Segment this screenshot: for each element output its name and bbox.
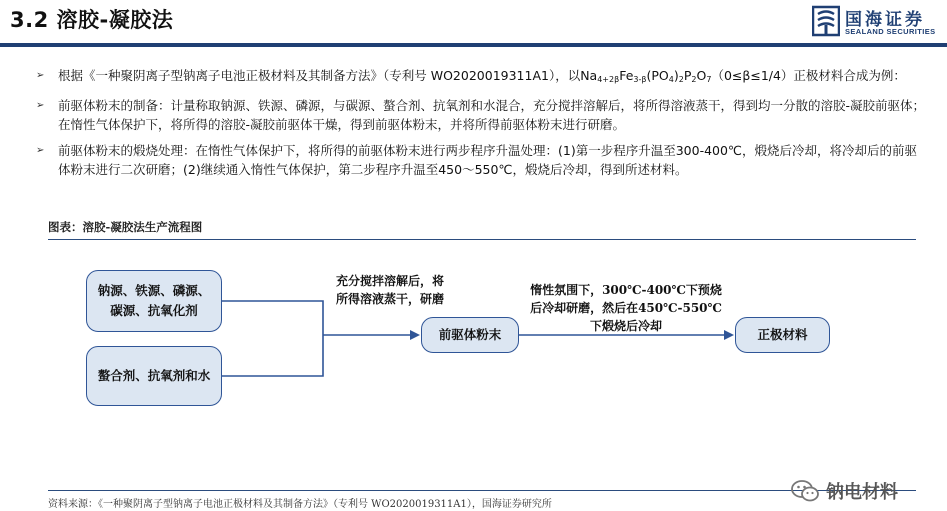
connector-box1 bbox=[222, 301, 323, 335]
raw-materials-line2: 碳源、抗氧化剂 bbox=[110, 303, 198, 318]
formula-text: P bbox=[683, 68, 692, 83]
formula-subscript: 4+2β bbox=[597, 75, 620, 84]
bullet-arrow-icon: ➢ bbox=[36, 100, 45, 111]
formula-text: (PO bbox=[646, 68, 669, 83]
step2-annotation bbox=[520, 281, 732, 335]
header-divider bbox=[0, 43, 947, 47]
logo-english-name: SEALAND SECURITIES bbox=[845, 27, 936, 36]
formula-subscript: 7 bbox=[706, 75, 712, 84]
wechat-watermark bbox=[790, 476, 898, 506]
bullet-text: 前驱体粉末的制备：计量称取钠源、铁源、磷源，与碳源、螯合剂、抗氧剂和水混合，充分搅拌溶解后，将所得溶液蒸干，得到均一分散的溶胶-凝胶前驱体；在惰性气体保护下，将所得的溶胶-凝胶前驱体干燥，得到前驱体粉末，并将所得前驱体粉末进行研磨。 bbox=[58, 98, 926, 132]
bullet-arrow-icon: ➢ bbox=[36, 145, 45, 156]
chelating-agents-label: 螯合剂、抗氧剂和水 bbox=[97, 368, 211, 383]
figure-caption: 图表：溶胶-凝胶法生产流程图 bbox=[48, 220, 203, 234]
step1-line2: 所得溶液蒸干，研磨 bbox=[336, 292, 445, 306]
step1-line1: 充分搅拌溶解后，将 bbox=[336, 274, 445, 288]
formula-subscript: 3-β bbox=[633, 75, 647, 84]
bullet-item-precursor bbox=[36, 96, 926, 134]
step2-line3: 下煅烧后冷却 bbox=[589, 319, 662, 333]
step1-annotation bbox=[336, 272, 444, 308]
logo-chinese-name: 国海证券 bbox=[845, 10, 925, 30]
source-note: 资料来源：《一种聚阴离子型钠离子电池正极材料及其制备方法》（专利号 WO2020019311A1），国海证券研究所 bbox=[48, 499, 552, 510]
watermark-text: 钠电材料 bbox=[826, 482, 898, 503]
figure-divider bbox=[48, 239, 916, 240]
sealand-logo bbox=[812, 4, 947, 42]
bullet-list bbox=[36, 66, 926, 186]
footer-divider bbox=[48, 490, 916, 491]
sealand-emblem-icon bbox=[812, 5, 840, 37]
bullet-text: 根据《一种聚阴离子型钠离子电池正极材料及其制备方法》（专利号 WO2020019311A1），以Na bbox=[58, 68, 598, 83]
formula-text: O bbox=[696, 68, 707, 83]
bullet-item-formula bbox=[36, 66, 926, 89]
raw-materials-line1: 钠源、铁源、磷源、 bbox=[97, 283, 211, 298]
precursor-powder-label: 前驱体粉末 bbox=[438, 327, 502, 342]
bullet-item-calcination bbox=[36, 141, 926, 179]
cathode-material-label: 正极材料 bbox=[757, 327, 808, 342]
bullet-arrow-icon: ➢ bbox=[36, 70, 45, 81]
page-title: 3.2 溶胶-凝胶法 bbox=[10, 8, 174, 32]
formula-subscript: 2 bbox=[691, 75, 697, 84]
formula-subscript: 4 bbox=[668, 75, 674, 84]
formula-text: Fe bbox=[619, 68, 634, 83]
step2-line1: 惰性氛围下，300℃-400℃下预烧 bbox=[530, 283, 722, 297]
formula-text: ) bbox=[673, 68, 679, 83]
raw-materials-box bbox=[86, 270, 222, 332]
bullet-text: （0≤β≤1/4）正极材料合成为例： bbox=[711, 68, 906, 83]
connector-box2 bbox=[222, 335, 323, 376]
formula-subscript: 2 bbox=[678, 75, 684, 84]
step2-line2: 后冷却研磨，然后在450℃-550℃ bbox=[530, 301, 722, 315]
precursor-powder-box bbox=[421, 317, 519, 353]
wechat-icon bbox=[790, 478, 820, 504]
cathode-material-box bbox=[735, 317, 830, 353]
bullet-text: 前驱体粉末的煅烧处理：在惰性气体保护下，将所得的前驱体粉末进行两步程序升温处理：(1)第一步程序升温至300-400℃，煅烧后冷却，将冷却后的前驱体粉末进行二次研磨；(2)继续通入惰性气体保护，第二步程序升温至450～550℃，煅烧后冷却，得到所述材料。 bbox=[58, 143, 917, 177]
chelating-agents-box bbox=[86, 346, 222, 406]
